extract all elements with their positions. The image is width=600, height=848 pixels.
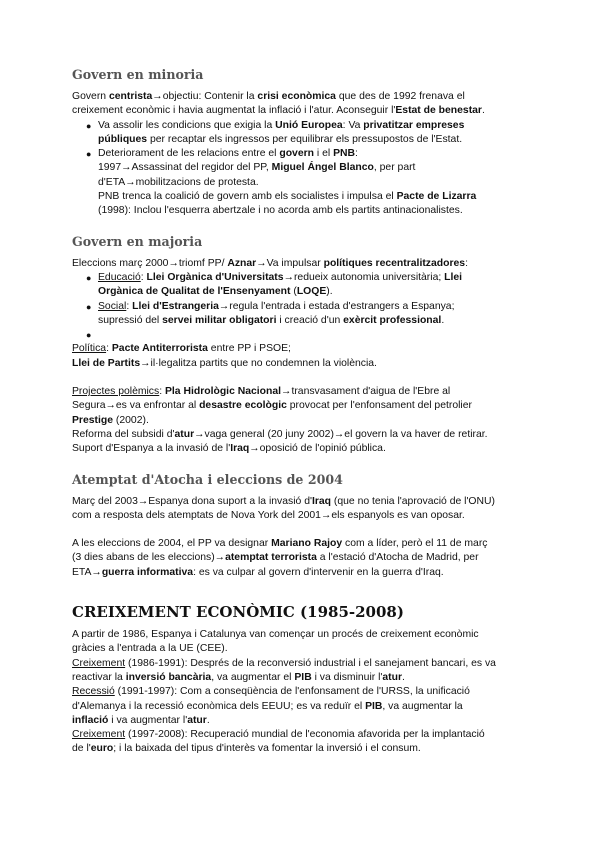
paragraph: Reforma del subsidi d'atur→vaga general (20 juny 2002)→el govern la va haver de retirar.: [72, 428, 488, 440]
paragraph: A les eleccions de 2004, el PP va designar Mariano Rajoy com a líder, però el 11 de març: [72, 538, 488, 550]
paragraph: Segura→es va enfrontar al desastre ecològic provocat per l'enfonsament del petrolier: [72, 400, 472, 412]
list-item-empty: [72, 328, 528, 342]
paragraph: Suport d'Espanya a la invasió de l'Iraq→oposició de l'opinió pública.: [72, 443, 386, 455]
paragraph: Març del 2003→Espanya dona suport a la invasió d'Iraq (que no tenia l'aprovació de l'ONU): [72, 495, 495, 507]
paragraph: Creixement (1997-2008): Recuperació mundial de l'economia afavorida per la implantació: [72, 729, 485, 741]
heading-creixement-economic: CREIXEMENT ECONÒMIC (1985-2008): [72, 603, 404, 622]
list-item: ● Deteriorament de les relacions entre el govern i el PNB: 1997→Assassinat del regidor del PP, Miguel Ángel Blanco, per part d'ETA→mobilitzacions de protesta. PNB trenca la coalició de govern amb els socialistes i impulsa el Pacte de Lizarra (1998): Inclou l'esquerra abertzale i no acorda amb els partits antinacionalistes.: [86, 148, 477, 217]
paragraph: Recessió (1991-1997): Com a conseqüència de l'enfonsament de l'URSS, la unificació: [72, 686, 470, 698]
paragraph: com a resposta dels atemptats de Nova York del 2001→els espanyols es van oposar.: [72, 509, 465, 521]
paragraph: de l'euro; i la baixada del tipus d'interès va fomentar la inversió i el consum.: [72, 743, 421, 755]
list-item: ● Va assolir les condicions que exigia la Unió Europea: Va privatitzar empreses públiques per recaptar els ingressos per equilibrar els pressupostos de l'Estat.: [86, 119, 465, 145]
paragraph: inflació i va augmentar l'atur.: [72, 714, 210, 726]
document-page: [72, 66, 528, 757]
bullet-icon: ●: [86, 272, 92, 283]
paragraph: Eleccions març 2000→triomf PP/ Aznar→Va impulsar polítiques recentralitzadores:: [72, 257, 468, 269]
paragraph: d'Alemanya i la recessió econòmica dels EEUU; es va reduïr el PIB, va augmentar la: [72, 700, 463, 712]
paragraph: ETA→guerra informativa: es va culpar al govern d'intervenir en la guerra d'Iraq.: [72, 566, 444, 578]
list-item: ● Social: Llei d'Estrangeria→regula l'entrada i estada d'estrangers a Espanya; supressió del servei militar obligatori i creació d'un exèrcit professional.: [86, 300, 455, 326]
paragraph: Política: Pacte Antiterrorista entre PP i PSOE;: [72, 343, 291, 355]
heading-atemptat-atocha: Atemptat d'Atocha i eleccions de 2004: [72, 471, 343, 487]
bullet-icon: ●: [86, 301, 92, 312]
paragraph: Govern centrista→objectiu: Contenir la crisi econòmica que des de 1992 frenava el: [72, 91, 465, 102]
paragraph: Llei de Partits→il·legalitza partits que no condemnen la violència.: [72, 357, 377, 369]
paragraph: creixement econòmic i havia augmentat la inflació i l'atur. Aconseguir l'Estat de benestar.: [72, 105, 485, 117]
paragraph: Projectes polèmics: Pla Hidrològic Nacional→transvasament d'aigua de l'Ebre al: [72, 386, 451, 398]
bullet-icon: ●: [86, 330, 92, 341]
paragraph: gràcies a l'entrada a la UE (CEE).: [72, 643, 228, 655]
heading-govern-en-minoria: Govern en minoria: [72, 67, 204, 82]
paragraph: Prestige (2002).: [72, 414, 149, 426]
paragraph: (3 dies abans de les eleccions)→atemptat terrorista a l'estació d'Atocha de Madrid, per: [72, 552, 479, 564]
list-item: ● Educació: Llei Orgànica d'Universitats→redueix autonomia universitària; Llei Orgànica de Qualitat de l'Ensenyament (LOQE).: [86, 271, 463, 298]
bullet-icon: ●: [86, 149, 92, 160]
paragraph: Creixement (1986-1991): Després de la reconversió industrial i el sanejament bancari, es va: [72, 657, 496, 669]
bullet-icon: ●: [86, 120, 92, 131]
paragraph: reactivar la inversió bancària, va augmentar el PIB i va disminuir l'atur.: [72, 671, 405, 683]
heading-govern-en-majoria: Govern en majoria: [72, 233, 203, 249]
paragraph: A partir de 1986, Espanya i Catalunya van començar un procés de creixement econòmic: [72, 629, 479, 641]
